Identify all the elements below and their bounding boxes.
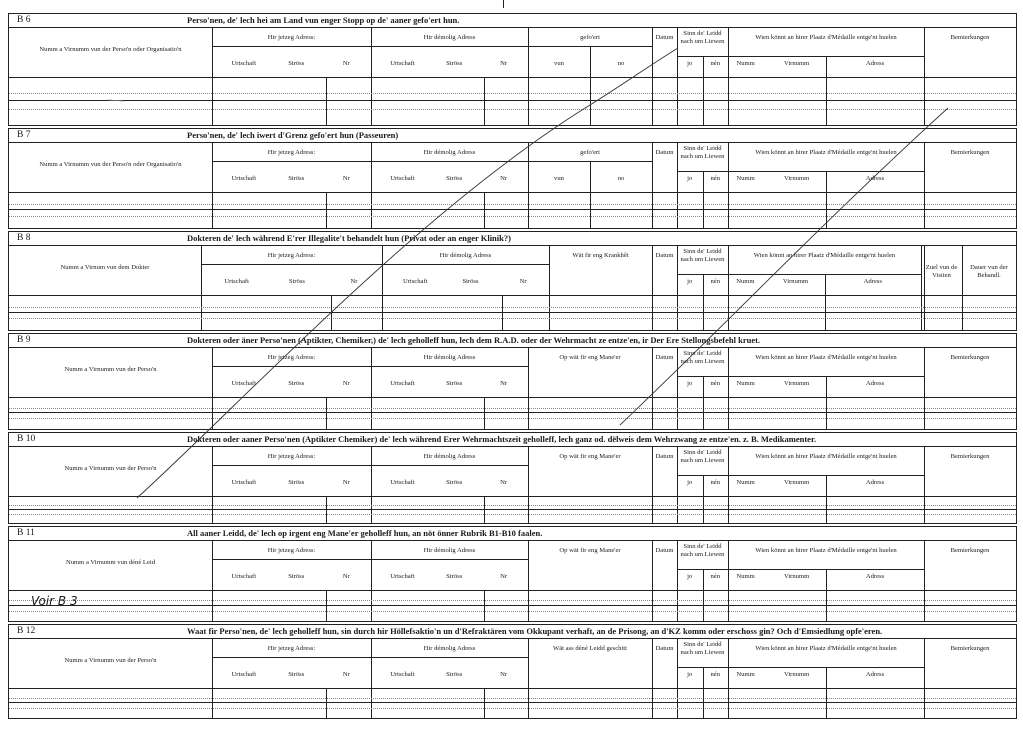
column-rule <box>528 540 529 622</box>
alive-label: Sinn de' Leidd nach um Liewen <box>680 641 725 656</box>
duration-label: Dauer vun der Behandl. <box>970 264 1008 279</box>
no-label: nén <box>710 573 721 580</box>
medal-address-label: Adress <box>865 60 885 67</box>
row-rule <box>9 590 1016 591</box>
section-title: Dokteren oder aaner Perso'nen (Aptikter Chemiker) de' lech während Erer Wehrmachtszeit geholleff, lech ganz od. dëlweis dem Wehrzwang ze entze'en. z. B. Medikamenter. <box>187 434 817 444</box>
row-rule <box>371 559 528 560</box>
remarks-label: Bemierkungen <box>950 149 990 156</box>
section-id: B 6 <box>17 15 31 25</box>
number-label: Nr <box>500 671 508 678</box>
medal-surname-label: Numm <box>736 671 755 678</box>
to-label: no <box>617 60 625 67</box>
entry-line <box>9 698 1016 699</box>
street-label: Ströss <box>446 175 463 182</box>
column-rule <box>484 192 485 228</box>
street-label: Ströss <box>446 573 463 580</box>
current-address-label: Hir jetzeg Adress: <box>267 149 316 156</box>
medal-recipient-label: Wien könnt an hirer Plaatz d'Médaille entge'nt huelen <box>755 453 897 460</box>
current-address-label: Hir jetzeg Adress: <box>267 453 316 460</box>
column-rule <box>528 638 529 719</box>
number-label: Nr <box>350 278 358 285</box>
current-address-label: Hir jetzeg Adress: <box>267 547 316 554</box>
section-header <box>9 527 1016 541</box>
entry-line <box>9 307 1016 308</box>
section-id: B 7 <box>17 130 31 140</box>
entry-line <box>9 611 1016 612</box>
row-rule <box>371 366 528 367</box>
section-id: B 12 <box>17 626 36 636</box>
row-rule <box>9 702 1016 703</box>
entry-line <box>9 93 1016 94</box>
medal-address-label: Adress <box>865 380 885 387</box>
section-header <box>9 334 1016 348</box>
row-rule <box>9 295 1016 296</box>
no-label: nén <box>710 479 721 486</box>
medal-surname-label: Numm <box>736 573 755 580</box>
current-address-label: Hir jetzeg Adress: <box>267 645 316 652</box>
current-address-label: Hir jetzeg Adress: <box>267 252 316 259</box>
number-label: Nr <box>519 278 527 285</box>
locality-label: Urtschaft <box>231 380 257 387</box>
medal-recipient-label: Wien könnt an hirer Plaatz d'Médaille entge'nt huelen <box>755 547 897 554</box>
former-address-label: Hir démolig Adress <box>423 34 476 41</box>
medal-surname-label: Numm <box>736 175 755 182</box>
date-label: Datum <box>655 149 674 156</box>
no-label: nén <box>710 60 721 67</box>
entry-line <box>9 109 1016 110</box>
current-address-label: Hir jetzeg Adress: <box>267 34 316 41</box>
medal-address-label: Adress <box>863 278 882 285</box>
former-address-label: Hir démolig Adress <box>423 354 476 361</box>
date-label: Datum <box>655 354 674 361</box>
column-rule <box>484 496 485 523</box>
section-title: Waat fir Perso'nen, de' lech geholleff hun, sin durch hir Höllefsaktio'n un d'Refraktären vom Okkupant verhaft, an de Prisong, an d'KZ komm oder erschoss gin? Och d'Emsiedlung opfe'eren. <box>187 626 883 636</box>
medal-address-label: Adress <box>865 671 885 678</box>
top-registration-mark <box>503 0 504 8</box>
medal-recipient-label: Wien könnt an hirer Plaatz d'Médaille entge'nt huelen <box>753 252 896 259</box>
from-label: vun <box>554 175 564 182</box>
alive-label: Sinn de' Leidd nach um Liewen <box>680 145 725 160</box>
medal-firstname-label: Virnumm <box>783 60 810 67</box>
section-id: B 8 <box>17 233 31 243</box>
column-rule <box>528 446 529 524</box>
date-label: Datum <box>655 252 674 259</box>
number-label: Nr <box>342 380 350 387</box>
no-label: nén <box>710 380 721 387</box>
row-rule <box>9 397 1016 398</box>
row-rule <box>382 264 549 265</box>
entry-line <box>9 600 1016 601</box>
column-name-label: Numm a Virnumm vun der Perso'n <box>64 465 157 472</box>
remarks-label: Bemierkungen <box>950 645 990 652</box>
locality-label: Urtschaft <box>390 671 415 678</box>
street-label: Ströss <box>288 175 305 182</box>
detail-column-label: Op wät fir eng Mane'er <box>559 547 621 554</box>
section-title: Dokteren oder äner Perso'nen (Aptikter, Chemiker,) de' lech geholleff hun, lech dem R.A.D. oder der Wehrmacht ze entze'en, ir Der Ere Stellongsbefehl kruet. <box>187 335 761 345</box>
section-id: B 10 <box>17 434 36 444</box>
column-rule <box>326 590 327 621</box>
locality-label: Urtschaft <box>224 278 249 285</box>
alive-label: Sinn de' Leidd nach um Liewen <box>680 248 725 263</box>
column-rule <box>484 688 485 718</box>
medal-firstname-label: Virnumm <box>783 175 810 182</box>
medal-address-label: Adress <box>865 175 885 182</box>
handwritten-note: Voir B 3 <box>31 594 78 608</box>
column-name-label: Numm a Virnumm vun der Perso'n oder Organisatio'n <box>39 46 182 53</box>
section-header <box>9 14 1016 28</box>
locality-label: Urtschaft <box>231 479 257 486</box>
entry-line <box>9 216 1016 217</box>
section-header <box>9 433 1016 447</box>
no-label: nén <box>710 671 721 678</box>
column-rule <box>484 77 485 125</box>
column-rule <box>326 192 327 228</box>
section-header <box>9 129 1016 143</box>
locality-label: Urtschaft <box>390 380 415 387</box>
former-address-label: Hir démolig Adress <box>423 453 476 460</box>
medal-firstname-label: Virnumm <box>783 479 810 486</box>
yes-label: jo <box>687 479 693 486</box>
section-id: B 9 <box>17 335 31 345</box>
locality-label: Urtschaft <box>390 479 415 486</box>
row-rule <box>212 465 371 466</box>
current-address-label: Hir jetzeg Adress: <box>267 354 316 361</box>
column-rule <box>728 540 729 622</box>
row-rule <box>9 605 1016 606</box>
section-b9 <box>8 333 1017 430</box>
date-label: Datum <box>655 645 674 652</box>
row-rule <box>371 46 528 47</box>
alive-label: Sinn de' Leidd nach um Liewen <box>680 350 725 365</box>
former-address-label: Hir démolig Adress <box>423 547 476 554</box>
section-b6 <box>8 13 1017 126</box>
row-rule <box>9 496 1016 497</box>
number-label: Nr <box>500 380 508 387</box>
date-label: Datum <box>655 453 674 460</box>
entry-line <box>9 708 1016 709</box>
detail-column-label: Wät fir eng Krankhêt <box>572 252 629 259</box>
entry-line <box>9 418 1016 419</box>
row-rule <box>9 209 1016 210</box>
remarks-label: Bemierkungen <box>950 354 990 361</box>
number-label: Nr <box>500 175 508 182</box>
row-rule <box>371 465 528 466</box>
detail-column-label: gefo'ert <box>580 149 600 156</box>
entry-line <box>9 505 1016 506</box>
locality-label: Urtschaft <box>231 60 257 67</box>
street-label: Ströss <box>446 380 463 387</box>
entry-line <box>9 408 1016 409</box>
column-rule <box>326 397 327 429</box>
detail-column-label: Op wät fir eng Mane'er <box>559 453 621 460</box>
column-rule <box>502 295 503 330</box>
yes-label: jo <box>687 671 693 678</box>
locality-label: Urtschaft <box>390 60 415 67</box>
no-label: nén <box>710 175 721 182</box>
column-name-label: Numm a Virnum vun dem Dokter <box>60 264 150 271</box>
column-rule <box>326 77 327 125</box>
medal-surname-label: Numm <box>736 278 755 285</box>
section-b8 <box>8 231 1017 331</box>
row-rule <box>9 100 1016 101</box>
row-rule <box>212 366 371 367</box>
row-rule <box>371 161 528 162</box>
section-header <box>9 232 1016 246</box>
section-b12 <box>8 624 1017 719</box>
yes-label: jo <box>687 573 693 580</box>
column-rule <box>590 161 591 228</box>
row-rule <box>212 161 371 162</box>
remarks-label: Bemierkungen <box>950 453 990 460</box>
street-label: Ströss <box>446 479 463 486</box>
column-rule <box>331 295 332 330</box>
section-b7 <box>8 128 1017 229</box>
column-rule <box>484 590 485 621</box>
remarks-label: Bemierkungen <box>950 34 990 41</box>
row-rule <box>9 192 1016 193</box>
row-rule <box>9 412 1016 413</box>
medal-firstname-label: Virnumm <box>783 671 810 678</box>
section-id: B 11 <box>17 528 35 538</box>
row-rule <box>212 657 371 658</box>
date-label: Datum <box>655 34 674 41</box>
row-rule <box>212 559 371 560</box>
section-header <box>9 625 1016 639</box>
row-rule <box>371 657 528 658</box>
section-title: Perso'nen, de' lech iwert d'Grenz gefo'ert hun (Passeuren) <box>187 130 399 140</box>
yes-label: jo <box>687 380 693 387</box>
date-label: Datum <box>655 547 674 554</box>
number-label: Nr <box>342 573 350 580</box>
column-name-label: Numm a Virnumm vun der Perso'n <box>64 366 157 373</box>
section-b10 <box>8 432 1017 524</box>
entry-line <box>9 318 1016 319</box>
entry-line <box>9 204 1016 205</box>
column-rule <box>484 397 485 429</box>
medal-surname-label: Numm <box>736 380 755 387</box>
row-rule <box>9 77 1016 78</box>
no-label: nén <box>710 278 721 285</box>
section-title: Dokteren de' lech während E'rer Illegalite't behandelt hun (Privat oder an enger Klinik?) <box>187 233 511 243</box>
street-label: Ströss <box>288 573 305 580</box>
row-rule <box>212 46 371 47</box>
row-rule <box>201 264 382 265</box>
medal-recipient-label: Wien könnt an hirer Plaatz d'Médaille entge'nt huelen <box>755 34 897 41</box>
column-rule <box>590 46 591 125</box>
alive-label: Sinn de' Leidd nach um Liewen <box>680 449 725 464</box>
number-label: Nr <box>342 175 350 182</box>
street-label: Ströss <box>288 380 305 387</box>
column-name-label: Numm a Virnumm vun der Perso'n oder Organisatio'n <box>39 161 182 168</box>
number-label: Nr <box>500 60 508 67</box>
section-b11 <box>8 526 1017 622</box>
street-label: Ströss <box>462 278 479 285</box>
row-rule <box>9 312 1016 313</box>
number-label: Nr <box>342 60 350 67</box>
medal-recipient-label: Wien könnt an hirer Plaatz d'Médaille entge'nt huelen <box>755 149 897 156</box>
street-label: Ströss <box>288 479 305 486</box>
street-label: Ströss <box>288 671 305 678</box>
yes-label: jo <box>687 175 693 182</box>
number-label: Nr <box>342 479 350 486</box>
medal-firstname-label: Virnumm <box>783 380 810 387</box>
locality-label: Urtschaft <box>231 175 257 182</box>
locality-label: Urtschaft <box>231 671 257 678</box>
number-label: Nr <box>500 479 508 486</box>
to-label: no <box>617 175 625 182</box>
medal-recipient-label: Wien könnt an hirer Plaatz d'Médaille entge'nt huelen <box>755 354 897 361</box>
row-rule <box>9 688 1016 689</box>
alive-label: Sinn de' Leidd nach um Liewen <box>680 30 725 45</box>
locality-label: Urtschaft <box>231 573 257 580</box>
medal-firstname-label: Virnumm <box>782 278 809 285</box>
row-rule <box>9 509 1016 510</box>
number-label: Nr <box>500 573 508 580</box>
medal-firstname-label: Virnumm <box>783 573 810 580</box>
street-label: Ströss <box>446 671 463 678</box>
medal-surname-label: Numm <box>736 479 755 486</box>
medal-recipient-label: Wien könnt an hirer Plaatz d'Médaille entge'nt huelen <box>755 645 897 652</box>
yes-label: jo <box>687 278 693 285</box>
visits-label: Zuel vun de Visiten <box>925 264 958 279</box>
section-title: All aaner Leidd, de' lech op irgent eng Mane'er geholleff hun, an nöt önner Rubrik B1-B10 faalen. <box>187 528 543 538</box>
column-name-label: Numm a Virnumm vun der Perso'n <box>64 657 157 664</box>
former-address-label: Hir démolig Adress <box>423 149 476 156</box>
detail-column-label: Wät ass déné Leidd geschitt <box>553 645 627 652</box>
column-name-label: Numm a Virnumm vun déné Leid <box>65 559 156 566</box>
street-label: Ströss <box>288 60 305 67</box>
medal-surname-label: Numm <box>736 60 755 67</box>
from-label: vun <box>554 60 564 67</box>
column-rule <box>326 496 327 523</box>
section-title: Perso'nen, de' lech hei am Land vun enger Stopp op de' aaner gefo'ert hun. <box>187 15 460 25</box>
street-label: Ströss <box>288 278 305 285</box>
medal-address-label: Adress <box>865 573 885 580</box>
street-label: Ströss <box>446 60 463 67</box>
detail-column-label: gefo'ert <box>580 34 600 41</box>
column-rule <box>677 540 678 622</box>
locality-label: Urtschaft <box>390 573 415 580</box>
medal-address-label: Adress <box>865 479 885 486</box>
remarks-label: Bemierkungen <box>950 547 990 554</box>
number-label: Nr <box>342 671 350 678</box>
yes-label: jo <box>687 60 693 67</box>
alive-label: Sinn de' Leidd nach um Liewen <box>680 543 725 558</box>
locality-label: Urtschaft <box>402 278 428 285</box>
former-address-label: Hir démolig Adress <box>423 645 476 652</box>
former-address-label: Hir démolig Adress <box>439 252 492 259</box>
column-rule <box>326 688 327 718</box>
entry-line <box>9 514 1016 515</box>
locality-label: Urtschaft <box>390 175 415 182</box>
detail-column-label: Op wät fir eng Mane'er <box>559 354 621 361</box>
